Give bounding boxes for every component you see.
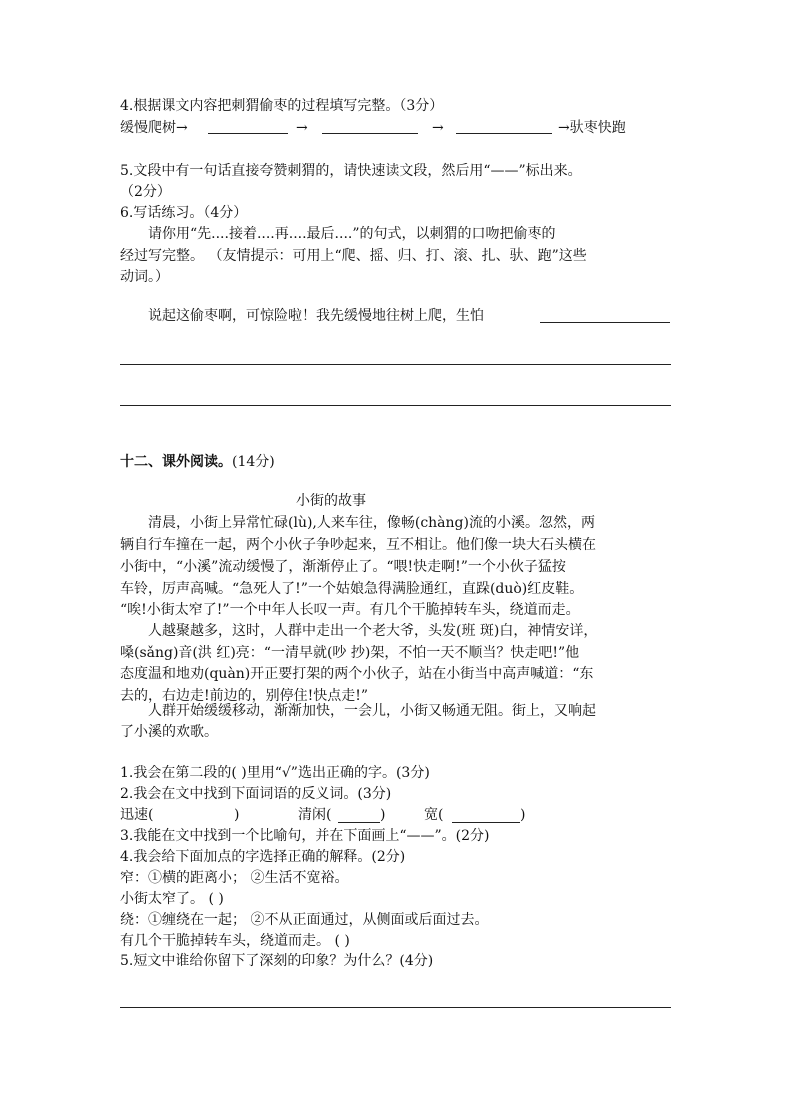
q4-arrow-2: → — [432, 120, 444, 136]
q4-chain — [120, 117, 188, 139]
reading-q2-words — [120, 804, 153, 826]
reading-q4-sentence-b: 有几个干脆掉转车头，绕道而走。 ( ) — [120, 933, 350, 949]
reading-q4-option-a: 窄：①横的距离小； ②生活不宽裕。 — [120, 870, 349, 886]
q4-blank-2[interactable] — [322, 133, 418, 134]
reading-q4-sentence-a: 小街太窄了。 ( ) — [120, 891, 224, 907]
story-p1-line-3: 小街中，“小溪”流动缓慢了，渐渐停止了。“喂!快走啊!”一个小伙子猛按 — [120, 559, 566, 575]
reading-q1: 1.我会在第二段的( )里用“√”选出正确的字。(3分) — [120, 765, 430, 781]
q6-answer-line-2[interactable] — [120, 405, 671, 406]
reading-q3: 3.我能在文中找到一个比喻句，并在下面画上“——”。(2分) — [120, 828, 490, 844]
q5-line-2: （2分） — [120, 184, 171, 200]
section12-score: (14分) — [232, 454, 275, 470]
q4-start: 缓慢爬树→ — [120, 120, 188, 136]
q4-blank-3[interactable] — [456, 133, 552, 134]
q6-answer-line-1[interactable] — [120, 364, 671, 365]
q6-answer-blank[interactable] — [540, 322, 670, 323]
story-p2-line-1: 人越聚越多，这时，人群中走出一个老大爷，头发(班 斑)白，神情安详， — [148, 623, 598, 639]
q2-word-1: 迅速( — [120, 807, 154, 823]
section12-title: 十二、课外阅读。 — [120, 454, 232, 470]
q2-blank-2[interactable] — [338, 822, 380, 823]
reading-q4-option-b: 绕：①缠绕在一起； ②不从正面通过，从侧面或后面过去。 — [120, 912, 489, 928]
q4-end: →驮枣快跑 — [558, 120, 626, 136]
story-p2-line-2: 嗓(sǎng)音(洪 红)亮：“一清早就(吵 抄)架，不怕一天不顺当？快走吧!”他 — [120, 645, 580, 661]
story-p1-line-5: “唉!小街太窄了!”一个中年人长叹一声。有几个干脆掉转车头，绕道而走。 — [120, 602, 580, 618]
q6-line-3: 动词。） — [120, 269, 169, 285]
q4-title: 4.根据课文内容把刺猬偷枣的过程填写完整。（3分） — [120, 98, 444, 114]
story-p2-line-3: 态度温和地劝(quàn)开正要打架的两个小伙子，站在小街当中高声喊道：“东 — [120, 666, 594, 682]
q2-word-3: 宽( — [424, 807, 444, 823]
q6-line-1: 请你用“先....接着....再....最后....”的句式，以刺猬的口吻把偷枣的 — [148, 226, 556, 242]
story-p1-line-1: 清晨，小街上异常忙碌(lù),人来车往，像畅(chàng)流的小溪。忽然，两 — [148, 515, 595, 531]
reading-q2: 2.我会在文中找到下面词语的反义词。(3分) — [120, 786, 392, 802]
q4-arrow-1: → — [296, 120, 308, 136]
q2-blank-3[interactable] — [452, 822, 520, 823]
q4-blank-1[interactable] — [208, 133, 288, 134]
q5-line-1: 5.文段中有一句话直接夸赞刺猬的，请快速读文段，然后用“——”标出来。 — [120, 163, 582, 179]
story-p1-line-2: 辆自行车撞在一起，两个小伙子争吵起来，互不相让。他们像一块大石头横在 — [120, 537, 596, 553]
q2-word-1-close: ) — [234, 807, 240, 823]
story-p2-line-4: 去的，右边走!前边的，别停住!快点走!” — [120, 688, 369, 704]
q6-title: 6.写话练习。（4分） — [120, 205, 248, 221]
q2-word-2: 清闲( — [298, 807, 332, 823]
story-title: 小街的故事 — [296, 493, 366, 509]
q6-line-2: 经过写完整。 （友情提示：可用上“爬、摇、归、打、滚、扎、驮、跑”这些 — [120, 248, 587, 264]
story-p3-line-2: 了小溪的欢歌。 — [120, 724, 218, 740]
q6-starter: 说起这偷枣啊，可惊险啦！我先缓慢地往树上爬，生怕 — [148, 308, 484, 324]
reading-q5-answer-line[interactable] — [120, 1007, 671, 1008]
story-p1-line-4: 车铃，厉声高喊。“急死人了!”一个姑娘急得满脸通红，直跺(duò)红皮鞋。 — [120, 581, 584, 597]
section12-heading — [120, 451, 275, 473]
q2-word-3-close: ) — [520, 807, 526, 823]
reading-q5: 5.短文中谁给你留下了深刻的印象？为什么？(4分) — [120, 953, 434, 969]
reading-q4: 4.我会给下面加点的字选择正确的解释。(2分) — [120, 849, 406, 865]
story-p3-line-1: 人群开始缓缓移动，渐渐加快，一会儿，小街又畅通无阻。街上，又响起 — [148, 703, 596, 719]
q2-word-2-close: ) — [380, 807, 386, 823]
